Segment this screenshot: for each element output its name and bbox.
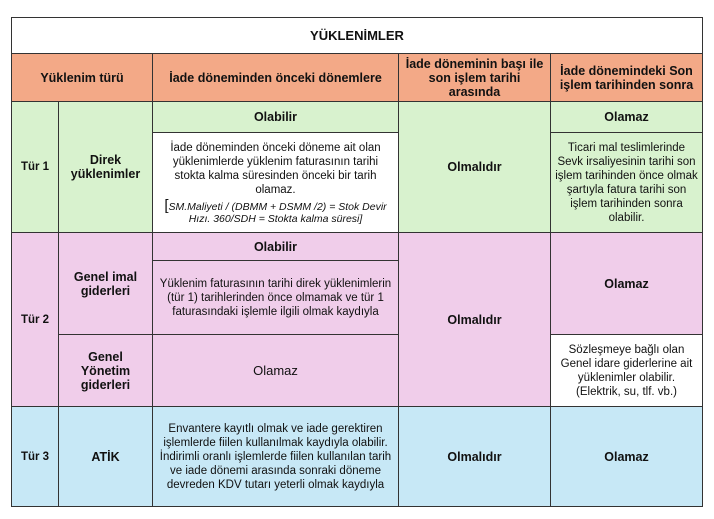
tur2-genel-imal-prior-desc: Yüklenim faturasının tarihi direk yüklenimlerin (tür 1) tarihlerinden önce olmamak ve tür 1 faturasındaki işlemle ilgili olmak kaydıyla xyxy=(153,261,399,335)
tur1-formula: SM.Maliyeti / (DBMM + DSMM /2) = Stok Devir Hızı. 360/SDH = Stokta kalma süresi xyxy=(168,200,387,225)
header-son-islem-sonrasi: İade dönemindeki Son işlem tarihinden sonra xyxy=(551,54,703,102)
tur3-label: Tür 3 xyxy=(12,407,59,507)
tur2-between: Olmalıdır xyxy=(399,233,551,407)
table-title: YÜKLENİMLER xyxy=(12,18,703,54)
tur1-after-desc: Ticari mal teslimlerinde Sevk irsaliyesinin tarihi son işlem tarihinden önce olmak şartıyla fatura tarihi son işlem tarihinden sonra olabilir. xyxy=(551,133,703,233)
header-donem-basi-son-islem: İade döneminin başı ile son işlem tarihi arasında xyxy=(399,54,551,102)
tur2-genel-imal-prior-status: Olabilir xyxy=(153,233,399,261)
tur3-after: Olamaz xyxy=(551,407,703,507)
tur2-label: Tür 2 xyxy=(12,233,59,407)
tur3-type: ATİK xyxy=(59,407,153,507)
tur1-between: Olmalıdır xyxy=(399,102,551,233)
tur1-type: Direk yüklenimler xyxy=(59,102,153,233)
yuklenimler-table xyxy=(11,17,703,507)
header-yuklenim-turu: Yüklenim türü xyxy=(12,54,153,102)
tur2-genel-yonetim-prior: Olamaz xyxy=(153,335,399,407)
tur1-formula-wrap: [SM.Maliyeti / (DBMM + DSMM /2) = Stok Devir Hızı. 360/SDH = Stokta kalma süresi] xyxy=(164,196,387,225)
tur2-genel-imal-after: Olamaz xyxy=(551,233,703,335)
tur1-label: Tür 1 xyxy=(12,102,59,233)
tur1-prior-status: Olabilir xyxy=(153,102,399,133)
tur1-after-status: Olamaz xyxy=(551,102,703,133)
tur2-genel-yonetim-type: Genel Yönetim giderleri xyxy=(59,335,153,407)
header-onceki-donemler: İade döneminden önceki dönemlere xyxy=(153,54,399,102)
tur1-prior-desc: İade döneminden önceki döneme ait olan yüklenimlerde yüklenim faturasının tarihi stokta kalma süresinden önceki bir tarih olamaz. xyxy=(170,141,381,196)
tur3-between: Olmalıdır xyxy=(399,407,551,507)
tur3-prior-desc: Envantere kayıtlı olmak ve iade gerektiren işlemlerde fiilen kullanılmak kaydıyla olabilir. İndirimli oranlı işlemlerde fiilen kullanılan tarih ve iade dönemi arasında sonraki döneme devreden KDV tutarı yeterli olmak kaydıyla xyxy=(153,407,399,507)
tur2-genel-yonetim-after: Sözleşmeye bağlı olan Genel idare giderlerine ait yüklenimler olabilir. (Elektrik, su, tlf. vb.) xyxy=(551,335,703,407)
tur1-prior-cell xyxy=(153,133,399,233)
tur2-genel-imal-type: Genel imal giderleri xyxy=(59,233,153,335)
